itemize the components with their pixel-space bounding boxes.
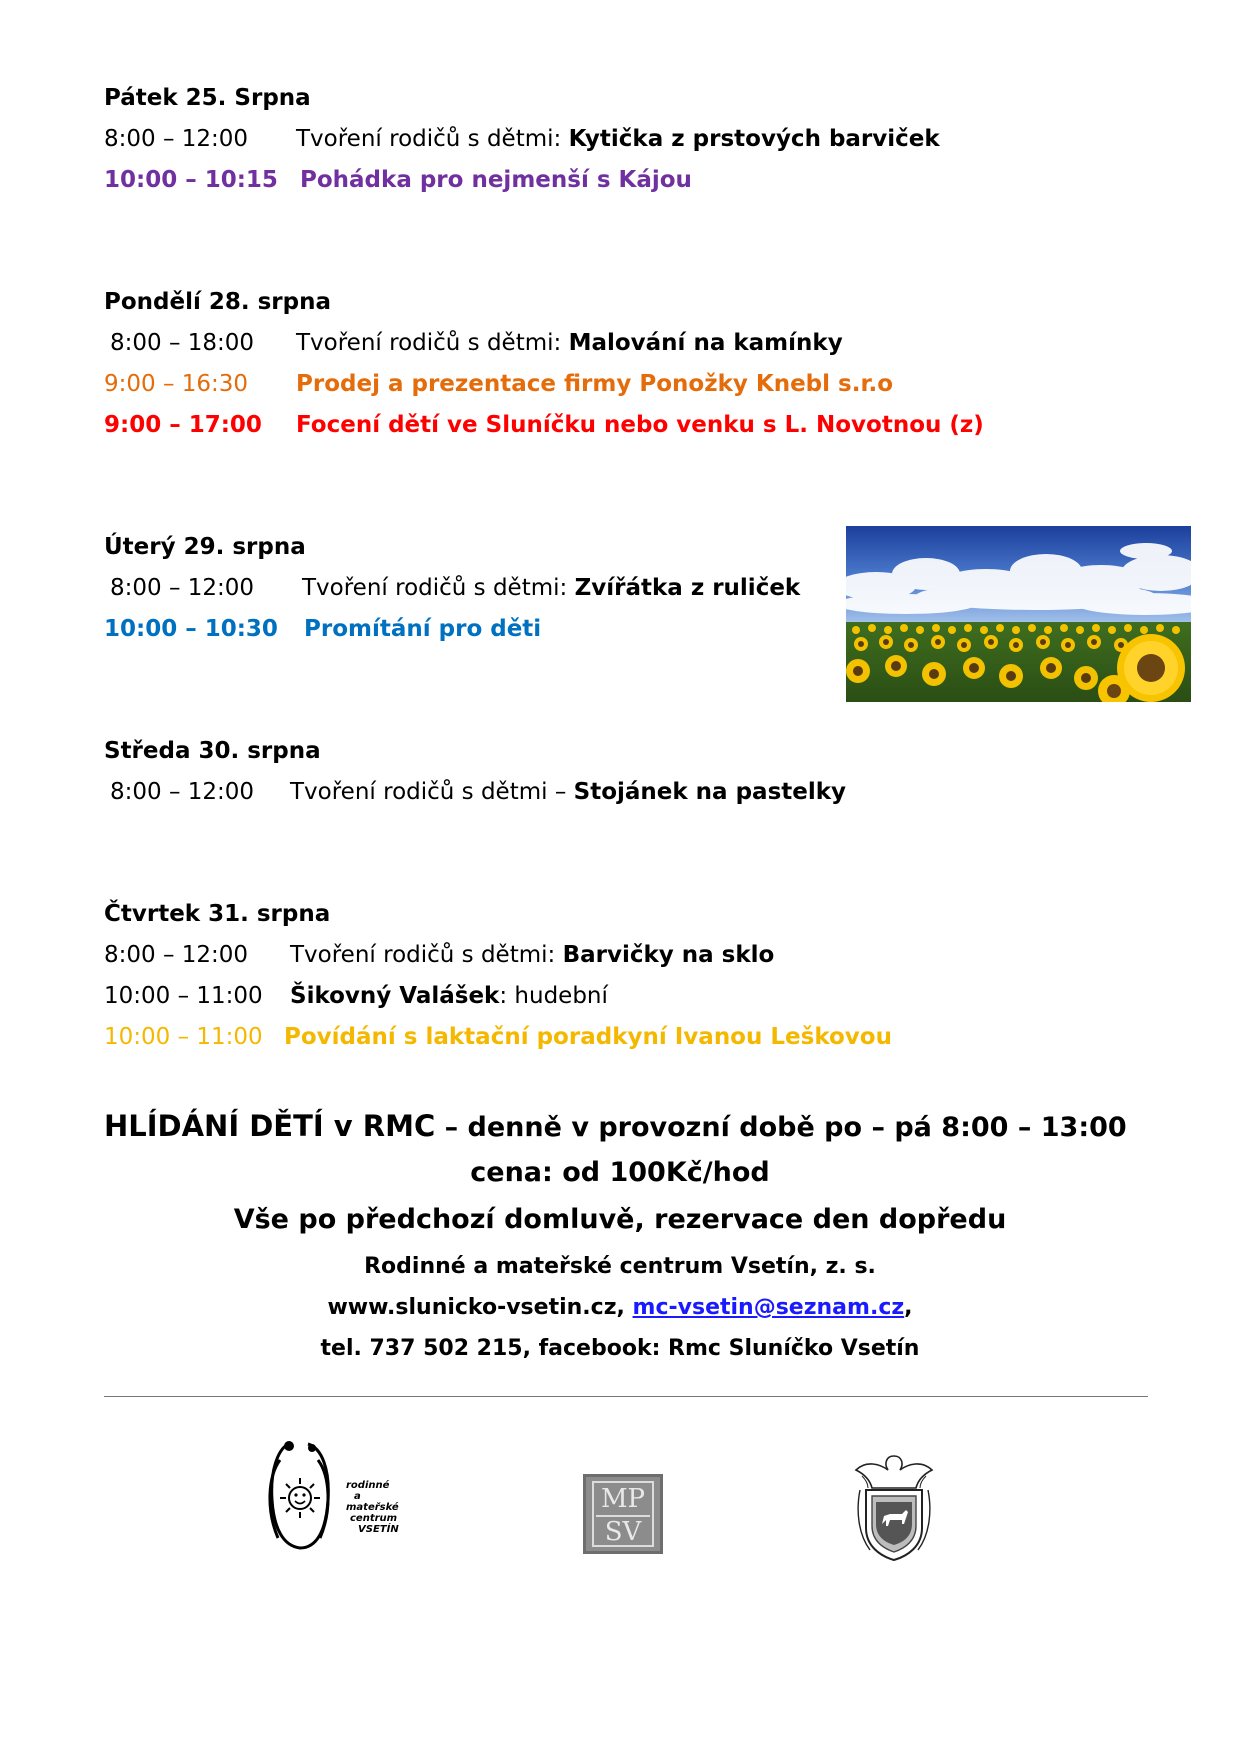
event-time: 8:00 – 12:00: [110, 779, 255, 805]
event-prefix: Tvoření rodičů s dětmi:: [290, 942, 563, 968]
divider-line: [104, 1396, 1148, 1397]
event-row: [104, 1023, 1004, 1053]
event-time: 10:00 – 10:15: [104, 167, 278, 193]
babysitting-title: HLÍDÁNÍ DĚTÍ v RMC: [104, 1109, 436, 1143]
event-title: Barvičky na sklo: [562, 942, 775, 968]
vsetin-coat-of-arms-icon: [850, 1450, 938, 1564]
event-row: [104, 370, 1004, 400]
mpsv-logo-text: MP: [600, 1484, 646, 1514]
event-row: [104, 778, 1004, 808]
event-time: 10:00 – 11:00: [104, 1024, 263, 1050]
rmc-logo-text: mateřské: [346, 1502, 399, 1513]
reservation-note: Vše po předchozí domluvě, rezervace den dopředu: [233, 1204, 1007, 1235]
event-title: Malování na kamínky: [568, 330, 843, 356]
event-row: [104, 166, 1004, 196]
event-prefix: Tvoření rodičů s dětmi:: [296, 330, 569, 356]
event-prefix: Tvoření rodičů s dětmi –: [290, 779, 574, 805]
event-time: 8:00 – 12:00: [104, 126, 249, 152]
day-title-pondeli: Pondělí 28. srpna: [104, 289, 332, 315]
mpsv-logo-icon: [583, 1474, 663, 1554]
event-title: Kytička z prstových barviček: [568, 126, 940, 152]
comma-text: ,: [904, 1295, 913, 1320]
price-line: cena: od 100Kč/hod: [470, 1157, 770, 1188]
event-title: Promítání pro děti: [304, 616, 542, 642]
event-title: Focení dětí ve Sluníčku nebo venku s L. Novotnou (z): [296, 412, 984, 438]
event-row: [104, 411, 1004, 441]
event-prefix: Tvoření rodičů s dětmi:: [296, 126, 569, 152]
event-row: [104, 125, 1004, 155]
website-link[interactable]: www.slunicko-vsetin.cz: [327, 1295, 617, 1320]
event-prefix: Tvoření rodičů s dětmi:: [302, 575, 575, 601]
event-row: [104, 329, 1004, 359]
rmc-logo-text: centrum: [350, 1513, 398, 1524]
event-row: [104, 941, 1004, 971]
event-row: [104, 615, 804, 645]
day-title-streda: Středa 30. srpna: [104, 738, 321, 764]
event-row: [104, 982, 1004, 1012]
event-title: Zvířátka z ruliček: [574, 575, 801, 601]
event-time: 9:00 – 17:00: [104, 412, 262, 438]
email-link[interactable]: mc-vsetin@seznam.cz: [632, 1295, 905, 1320]
contact-phone-line: tel. 737 502 215, facebook: Rmc Sluníčko Vsetín: [320, 1336, 920, 1361]
rmc-logo-text: a: [354, 1491, 361, 1502]
event-title: Šikovný Valášek: [290, 983, 500, 1009]
organization-name: Rodinné a mateřské centrum Vsetín, z. s.: [364, 1254, 876, 1279]
event-time: 10:00 – 11:00: [104, 983, 263, 1009]
event-time: 8:00 – 12:00: [104, 942, 249, 968]
day-title-utery: Úterý 29. srpna: [104, 534, 306, 560]
event-row: [104, 574, 804, 604]
event-title: Stojánek na pastelky: [573, 779, 847, 805]
mpsv-logo-text: SV: [604, 1517, 642, 1547]
event-title: Povídání s laktační poradkyní Ivanou Leškovou: [284, 1024, 892, 1050]
rmc-logo-text: VSETÍN: [358, 1524, 399, 1535]
babysitting-hours: – denně v provozní době po – pá 8:00 – 13:00: [435, 1112, 1127, 1143]
event-title: Pohádka pro nejmenší s Kájou: [300, 167, 692, 193]
event-time: 10:00 – 10:30: [104, 616, 278, 642]
event-time: 8:00 – 12:00: [110, 575, 255, 601]
event-title: Prodej a prezentace firmy Ponožky Knebl s.r.o: [296, 371, 894, 397]
event-time: 8:00 – 18:00: [110, 330, 255, 356]
babysitting-info: [104, 1108, 1127, 1146]
day-title-patek: Pátek 25. Srpna: [104, 85, 311, 111]
rmc-logo-text: rodinné: [346, 1480, 390, 1491]
contact-web-line: [0, 1293, 1240, 1323]
event-time: 9:00 – 16:30: [104, 371, 249, 397]
event-suffix: : hudební: [499, 983, 608, 1009]
separator-text: ,: [616, 1295, 633, 1320]
sunflower-field-image: [846, 526, 1191, 702]
rmc-logo-icon: [260, 1440, 420, 1552]
day-title-ctvrtek: Čtvrtek 31. srpna: [104, 901, 331, 927]
